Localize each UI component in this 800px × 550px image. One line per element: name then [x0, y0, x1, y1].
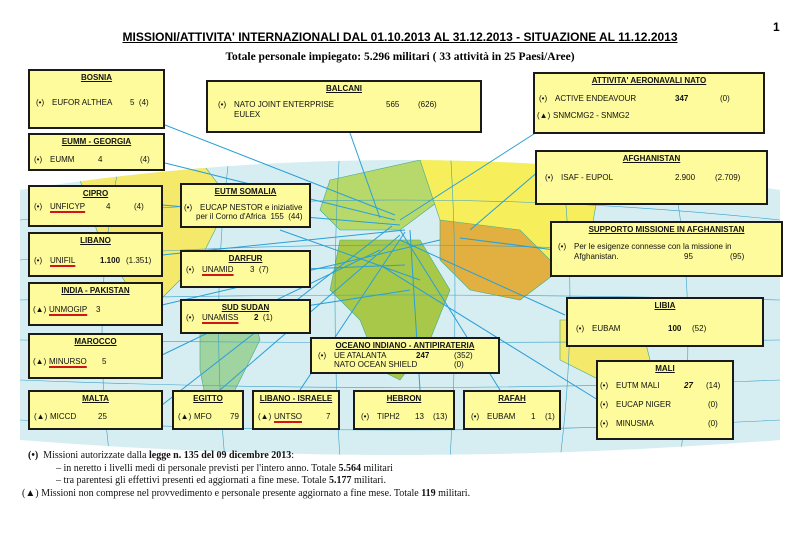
mission-name: UNTSO [274, 412, 302, 421]
box-title: AFGHANISTAN [622, 154, 681, 163]
mission-name: Per le esigenze connesse con la missione in [574, 242, 732, 251]
law-marker-icon: (•) [558, 242, 567, 251]
law-marker-icon: (•) [600, 419, 609, 428]
mission-actual: (0) [720, 94, 730, 103]
mission-name-2: per il Corno d'Africa [196, 212, 266, 221]
law-marker-icon: (•) [545, 173, 554, 182]
mission-value: 100 [668, 324, 682, 333]
box-title: MAROCCO [74, 337, 117, 346]
law-marker-icon: (•) [576, 324, 585, 333]
law-marker-icon: (•) [186, 313, 195, 322]
note-text: militari [361, 462, 393, 474]
mission-value: 2.900 [675, 173, 696, 182]
mission-value: 1.100 [100, 256, 121, 265]
mission-name: ISAF - EUPOL [561, 173, 614, 182]
mission-name: EUTM MALI [616, 381, 660, 390]
box-afghanistan [535, 150, 768, 205]
mission-value: 4 [106, 202, 111, 211]
mission-actual: (1.351) [126, 256, 152, 265]
mission-value: 7 [326, 412, 331, 421]
note-other [22, 488, 470, 501]
box-title: MALTA [82, 394, 109, 403]
mission-name: EUCAP NIGER [616, 400, 671, 409]
mission-value: 155 [270, 212, 284, 221]
mission-name: TIPH2 [377, 412, 400, 421]
box-libano [28, 232, 163, 277]
box-libano-israele [252, 390, 340, 430]
box-supporto-afghanistan [550, 221, 783, 277]
legend-notes [22, 450, 471, 500]
law-marker-icon: (•) [600, 400, 609, 409]
box-libia [566, 297, 764, 347]
page-subtitle: Totale personale impiegato: 5.296 militari ( 33 attività in 25 Paesi/Aree) [225, 51, 575, 63]
note-total: 119 [421, 487, 436, 499]
triangle-marker-icon: (▲) [537, 111, 551, 120]
law-marker-icon: (•) [28, 450, 39, 461]
note-text: – in neretto i livelli medi di personale previsti per l'intero anno. Totale [56, 462, 339, 474]
box-rafah [463, 390, 561, 430]
mission-value: 247 [416, 351, 430, 360]
triangle-marker-icon: (▲) [258, 412, 272, 421]
mission-name: EUBAM [592, 324, 621, 333]
mission-actual: (44) [288, 212, 303, 221]
mission-name: UE ATALANTA [334, 351, 387, 360]
box-title: LIBANO - ISRAELE [259, 394, 333, 403]
mission-name: MINUSMA [616, 419, 654, 428]
mission-name: MFO [194, 412, 212, 421]
box-title: EUTM SOMALIA [214, 187, 277, 196]
mission-name: UNIFIL [50, 256, 76, 265]
mission-name: EUBAM [487, 412, 516, 421]
box-title: EUMM - GEORGIA [61, 137, 132, 146]
mission-actual: (95) [730, 252, 745, 261]
mission-value: 79 [230, 412, 239, 421]
box-title: MALI [655, 364, 675, 373]
mission-name: EUMM [50, 155, 75, 164]
mission-name-2: NATO OCEAN SHIELD [334, 360, 418, 369]
box-title: BALCANI [326, 84, 362, 93]
note-text: Missioni autorizzate dalla [43, 450, 149, 461]
mission-value: 5 [130, 98, 135, 107]
box-egitto [172, 390, 244, 430]
box-malta [28, 390, 163, 430]
law-marker-icon: (•) [184, 203, 193, 212]
mission-name: ACTIVE ENDEAVOUR [555, 94, 637, 103]
box-title: LIBANO [80, 236, 111, 245]
law-marker-icon: (•) [318, 351, 327, 360]
mission-name: UNAMISS [202, 313, 239, 322]
mission-actual: (4) [140, 155, 150, 164]
mission-actual-2: (0) [454, 360, 464, 369]
box-title: SUD SUDAN [221, 303, 270, 312]
box-attivita-aeronavali-nato [533, 72, 765, 134]
note-text: – tra parentesi gli effettivi presenti ed aggiornati a fine mese. Totale [56, 475, 329, 486]
box-sud-sudan [180, 299, 311, 334]
mission-actual: (0) [708, 419, 718, 428]
mission-name: EUFOR ALTHEA [52, 98, 113, 107]
box-title: ATTIVITA' AERONAVALI NATO [591, 76, 707, 85]
box-cipro [28, 185, 163, 227]
mission-name: UNAMID [202, 265, 234, 274]
box-title: OCEANO INDIANO - ANTIPIRATERIA [335, 341, 475, 350]
mission-value: 1 [531, 412, 536, 421]
mission-actual: (0) [708, 400, 718, 409]
mission-name-2: SNMCMG2 - SNMG2 [553, 111, 630, 120]
mission-value: 13 [415, 412, 424, 421]
law-marker-icon: (•) [34, 256, 43, 265]
mission-actual: (2.709) [715, 173, 741, 182]
law-marker-icon: (•) [218, 100, 227, 109]
box-title: RAFAH [498, 394, 526, 403]
mission-value: 3 [250, 265, 255, 274]
mission-name: MICCD [50, 412, 77, 421]
box-eutm-somalia [180, 183, 311, 228]
box-marocco [28, 333, 163, 379]
law-marker-icon: (•) [361, 412, 370, 421]
triangle-marker-icon: (▲) [33, 357, 47, 366]
box-title: CIPRO [82, 189, 109, 198]
mission-actual: (352) [454, 351, 473, 360]
mission-value: 2 [254, 313, 259, 322]
box-title: DARFUR [228, 254, 263, 263]
page-title: MISSIONI/ATTIVITA' INTERNAZIONALI DAL 01.10.2013 AL 31.12.2013 - SITUAZIONE AL 11.12.2013 [122, 30, 678, 44]
mission-value: 347 [675, 94, 689, 103]
triangle-marker-icon: (▲) [33, 305, 47, 314]
box-balcani [206, 80, 482, 133]
note-text: : [291, 450, 295, 461]
mission-value: 4 [98, 155, 103, 164]
mission-actual: (4) [138, 98, 149, 107]
note-law-reference: legge n. 135 del 09 dicembre 2013 [148, 450, 292, 461]
mission-name: UNMOGIP [49, 305, 88, 314]
note-total: 5.177 [329, 475, 352, 486]
law-marker-icon: (•) [600, 381, 609, 390]
law-marker-icon: (•) [186, 265, 195, 274]
mission-actual: (4) [134, 202, 144, 211]
box-darfur [180, 250, 311, 288]
box-oceano-indiano [310, 337, 500, 374]
mission-value: 3 [96, 305, 101, 314]
law-marker-icon: (•) [36, 98, 45, 107]
law-marker-icon: (•) [34, 155, 43, 164]
mission-value: 25 [98, 412, 107, 421]
triangle-marker-icon: (▲) [178, 412, 192, 421]
mission-actual: (7) [258, 265, 269, 274]
mission-actual: (52) [692, 324, 707, 333]
box-india-pakistan [28, 282, 163, 326]
mission-value: 565 [386, 100, 400, 109]
mission-name: EUCAP NESTOR e iniziative [200, 203, 303, 212]
law-marker-icon: (•) [471, 412, 480, 421]
note-bold-levels [28, 463, 470, 476]
law-marker-icon: (•) [539, 94, 548, 103]
mission-name: UNFICYP [50, 202, 86, 211]
note-total: 5.564 [338, 462, 362, 474]
mission-actual: (1) [262, 313, 273, 322]
mission-name-2: Afghanistan. [574, 252, 619, 261]
box-mali [596, 360, 734, 440]
note-text: Missioni non comprese nel provvedimento e personale presente aggiornato a fine mese. Totale [38, 487, 422, 499]
box-title: SUPPORTO MISSIONE IN AFGHANISTAN [588, 225, 745, 234]
box-title: BOSNIA [80, 73, 113, 82]
note-bracket-levels [28, 475, 470, 488]
note-law [28, 450, 470, 463]
mission-actual: (626) [418, 100, 437, 109]
mission-actual: (14) [706, 381, 721, 390]
mission-name: MINURSO [49, 357, 87, 366]
mission-actual: (1) [545, 412, 555, 421]
note-text: militari. [351, 475, 386, 486]
law-marker-icon: (•) [34, 202, 43, 211]
mission-name: NATO JOINT ENTERPRISE [234, 100, 335, 109]
box-hebron [353, 390, 455, 430]
mission-value: 27 [684, 381, 693, 390]
page-number: 1 [773, 20, 780, 34]
note-text: militari. [435, 487, 471, 499]
box-bosnia [28, 69, 165, 129]
box-title: LIBIA [654, 301, 676, 310]
box-title: HEBRON [386, 394, 422, 403]
mission-name-2: EULEX [234, 110, 261, 119]
box-title: INDIA - PAKISTAN [61, 286, 130, 295]
box-title: EGITTO [193, 394, 223, 403]
mission-value: 5 [102, 357, 107, 366]
triangle-marker-icon: (▲) [34, 412, 48, 421]
mission-value: 95 [684, 252, 693, 261]
triangle-marker-icon: (▲) [22, 487, 39, 499]
mission-actual: (13) [433, 412, 448, 421]
box-georgia [28, 133, 165, 171]
